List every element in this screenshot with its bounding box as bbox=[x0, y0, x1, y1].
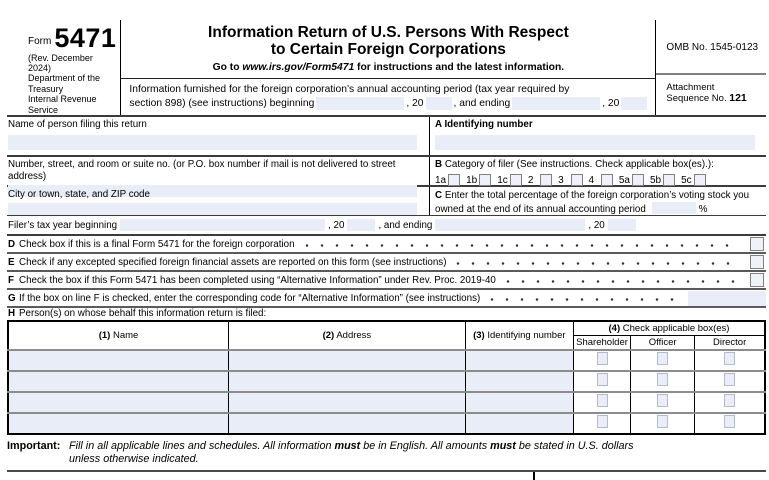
form-title-line2: to Certain Foreign Corporations bbox=[270, 41, 506, 58]
category-1a-label: 1a bbox=[435, 174, 447, 186]
category-of-filer-label: B Category of filer (See instructions. Check applicable box(es).): bbox=[435, 159, 714, 170]
director-checkbox-cell bbox=[695, 413, 765, 434]
address-and-category-row bbox=[7, 155, 766, 185]
director-checkbox[interactable] bbox=[724, 373, 735, 386]
period-ending-year-field[interactable] bbox=[621, 97, 647, 110]
tax-year-beginning-year-field[interactable] bbox=[347, 219, 375, 231]
officer-checkbox-cell bbox=[631, 350, 695, 371]
voting-stock-percentage-input[interactable] bbox=[652, 202, 696, 214]
category-checkbox-row bbox=[435, 174, 762, 186]
col-name-header: (1) Name bbox=[98, 330, 139, 341]
line-h-row bbox=[7, 306, 766, 319]
final-form-5471-checkbox[interactable] bbox=[750, 237, 764, 251]
name-input-cell[interactable] bbox=[8, 371, 229, 392]
tax-year-beginning-label: Filer’s tax year beginning bbox=[8, 220, 118, 231]
col-officer-header: Officer bbox=[631, 336, 695, 351]
signature-section-divider bbox=[533, 472, 535, 480]
street-address-label: Number, street, and room or suite no. (or P.O. box number if mail is not delivered to street address) bbox=[8, 159, 396, 182]
officer-checkbox-cell bbox=[631, 413, 695, 434]
shareholder-checkbox[interactable] bbox=[597, 373, 608, 386]
irs-url: www.irs.gov/Form5471 bbox=[242, 62, 355, 73]
line-e-letter: E bbox=[8, 256, 15, 268]
form-title bbox=[121, 20, 655, 58]
important-note bbox=[7, 440, 766, 466]
table-row bbox=[8, 392, 765, 413]
goto-prefix: Go to bbox=[212, 62, 243, 73]
important-text: Fill in all applicable lines and schedules. All information must be in English. All amounts must be stated in U.S. dollars unless otherwise indicated. bbox=[69, 440, 634, 465]
line-h-letter: H bbox=[8, 308, 16, 319]
director-checkbox-cell bbox=[695, 350, 765, 371]
percent-sign: % bbox=[698, 204, 708, 215]
comma-20-label: , 20 bbox=[588, 220, 605, 231]
name-input-cell[interactable] bbox=[8, 413, 229, 434]
dot-leader bbox=[305, 243, 740, 248]
line-d-row bbox=[7, 234, 766, 252]
line-f-text: Check the box if this Form 5471 has been completed using “Alternative Information” under Rev. Proc. 2019-40 bbox=[19, 274, 496, 286]
line-h-text: Person(s) on whose behalf this information return is filed: bbox=[19, 308, 267, 319]
category-1b-label: 1b bbox=[466, 174, 478, 186]
period-ending-date-field[interactable] bbox=[512, 97, 600, 110]
accounting-period-statement bbox=[121, 79, 655, 112]
director-checkbox[interactable] bbox=[724, 394, 735, 407]
tax-year-ending-label: , and ending bbox=[378, 220, 433, 231]
signature-section-top-border bbox=[7, 470, 766, 478]
tax-year-ending-year-field[interactable] bbox=[608, 219, 636, 231]
line-g-letter: G bbox=[8, 292, 16, 304]
director-checkbox[interactable] bbox=[724, 352, 735, 365]
period-beginning-year-field[interactable] bbox=[426, 97, 452, 110]
identifying-number-label: A Identifying number bbox=[435, 119, 533, 130]
shareholder-checkbox[interactable] bbox=[597, 394, 608, 407]
director-checkbox-cell bbox=[695, 392, 765, 413]
attachment-sequence bbox=[656, 75, 766, 104]
category-3-checkbox[interactable] bbox=[571, 174, 583, 186]
omb-number: OMB No. 1545-0123 bbox=[666, 42, 759, 53]
col-address-header: (2) Address bbox=[229, 321, 466, 350]
category-4-checkbox[interactable] bbox=[601, 174, 613, 186]
agency-block bbox=[28, 73, 116, 117]
agency-line1: Department of the Treasury bbox=[28, 73, 101, 94]
category-5a-label: 5a bbox=[618, 174, 630, 186]
officer-checkbox[interactable] bbox=[657, 373, 668, 386]
filer-name-cell bbox=[7, 117, 429, 155]
identifying-number-input-cell[interactable] bbox=[465, 371, 573, 392]
city-label: City or town, state, and ZIP code bbox=[8, 189, 150, 200]
attachment-line2: Sequence No. 121 bbox=[666, 92, 747, 104]
shareholder-checkbox-cell bbox=[573, 371, 630, 392]
filer-name-label: Name of person filing this return bbox=[8, 119, 147, 130]
furnished-line2-text: section 898) (see instructions) beginning bbox=[129, 97, 315, 109]
identifying-number-input-cell[interactable] bbox=[465, 350, 573, 371]
address-input-cell[interactable] bbox=[229, 413, 466, 434]
furnished-line2 bbox=[129, 97, 649, 111]
line-d-letter: D bbox=[8, 238, 16, 250]
col-identifying-number-header: (3) Identifying number bbox=[465, 321, 573, 350]
col-director-header: Director bbox=[695, 336, 765, 351]
col-shareholder-header: Shareholder bbox=[573, 336, 630, 351]
address-input-cell[interactable] bbox=[229, 371, 466, 392]
shareholder-checkbox-cell bbox=[573, 413, 630, 434]
category-2-checkbox[interactable] bbox=[540, 174, 552, 186]
director-checkbox[interactable] bbox=[724, 415, 735, 428]
filer-tax-year-row bbox=[7, 215, 766, 234]
important-label: Important: bbox=[7, 440, 61, 452]
comma-20-label: , 20 bbox=[406, 97, 424, 109]
and-ending-label: , and ending bbox=[453, 97, 511, 109]
category-3-label: 3 bbox=[558, 174, 564, 186]
form-number: 5471 bbox=[54, 23, 117, 53]
category-1c-label: 1c bbox=[497, 174, 508, 186]
name-and-id-row bbox=[7, 115, 766, 155]
omb-block bbox=[656, 20, 766, 115]
form-title-line1: Information Return of U.S. Persons With Respect bbox=[208, 24, 569, 41]
form-word: Form bbox=[28, 36, 52, 47]
category-1c-checkbox[interactable] bbox=[510, 174, 522, 186]
shareholder-checkbox[interactable] bbox=[597, 352, 608, 365]
goto-instructions bbox=[121, 62, 655, 79]
address-input-cell[interactable] bbox=[229, 350, 466, 371]
persons-on-behalf-table bbox=[7, 320, 766, 435]
excepted-assets-checkbox[interactable] bbox=[750, 255, 764, 269]
sequence-number: 121 bbox=[729, 92, 747, 104]
shareholder-checkbox-cell bbox=[573, 392, 630, 413]
name-input-cell[interactable] bbox=[8, 350, 229, 371]
revision-date: (Rev. December 2024) bbox=[28, 53, 93, 73]
attachment-line1: Attachment bbox=[666, 82, 715, 93]
form-number-block bbox=[7, 20, 121, 115]
identifying-number-input[interactable] bbox=[435, 135, 755, 150]
category-5b-label: 5b bbox=[649, 174, 662, 186]
identifying-number-input-cell[interactable] bbox=[465, 392, 573, 413]
line-g-row bbox=[7, 288, 766, 306]
line-e-row bbox=[7, 252, 766, 270]
table-row bbox=[8, 413, 765, 434]
line-d-text: Check box if this is a final Form 5471 for the foreign corporation bbox=[19, 238, 295, 250]
form-header bbox=[7, 20, 766, 115]
shareholder-checkbox-cell bbox=[573, 350, 630, 371]
officer-checkbox[interactable] bbox=[657, 394, 668, 407]
officer-checkbox-cell bbox=[631, 392, 695, 413]
identifying-number-cell bbox=[429, 117, 766, 155]
line-f-row bbox=[7, 270, 766, 288]
period-beginning-date-field[interactable] bbox=[316, 97, 404, 110]
dot-leader bbox=[456, 261, 740, 266]
alternative-information-checkbox[interactable] bbox=[750, 273, 764, 287]
category-1a-checkbox[interactable] bbox=[448, 174, 460, 186]
tax-year-beginning-date-field[interactable] bbox=[120, 219, 325, 231]
comma-20-label: , 20 bbox=[328, 220, 345, 231]
agency-line2: Internal Revenue Service bbox=[28, 94, 97, 115]
identifying-number-input-cell[interactable] bbox=[465, 413, 573, 434]
voting-stock-cell bbox=[429, 187, 766, 215]
category-5c-label: 5c bbox=[681, 174, 692, 186]
goto-suffix: for instructions and the latest information. bbox=[354, 62, 565, 73]
city-input[interactable] bbox=[8, 203, 417, 215]
address-input-cell[interactable] bbox=[229, 392, 466, 413]
line-f-letter: F bbox=[8, 274, 14, 286]
street-address-cell bbox=[7, 157, 429, 185]
city-and-percentage-row bbox=[7, 185, 766, 215]
category-2-label: 2 bbox=[527, 174, 534, 186]
table-row bbox=[8, 371, 765, 392]
voting-stock-text: C Enter the total percentage of the foreign corporation’s voting stock you owned at the end of its annual accounting period % bbox=[435, 190, 750, 215]
furnished-line1: Information furnished for the foreign corporation’s annual accounting period (tax year required by bbox=[129, 84, 570, 95]
tax-year-ending-date-field[interactable] bbox=[435, 219, 585, 231]
category-5a-checkbox[interactable] bbox=[632, 174, 644, 186]
category-of-filer-cell bbox=[429, 157, 766, 185]
name-input-cell[interactable] bbox=[8, 392, 229, 413]
line-e-text: Check if any excepted specified foreign financial assets are reported on this form (see instructions) bbox=[19, 256, 447, 268]
line-g-text: If the box on line F is checked, enter the corresponding code for “Alternative Information” (see instructions) bbox=[19, 292, 481, 304]
dot-leader bbox=[506, 279, 740, 284]
table-row bbox=[8, 350, 765, 371]
category-1b-checkbox[interactable] bbox=[479, 174, 491, 186]
officer-checkbox-cell bbox=[631, 371, 695, 392]
important-line2: unless otherwise indicated. bbox=[69, 453, 199, 465]
title-block bbox=[121, 20, 656, 115]
filer-name-input[interactable] bbox=[8, 135, 417, 150]
category-5c-checkbox[interactable] bbox=[694, 174, 706, 186]
dot-leader bbox=[490, 297, 678, 302]
city-cell bbox=[7, 187, 429, 215]
director-checkbox-cell bbox=[695, 371, 765, 392]
category-4-label: 4 bbox=[588, 174, 595, 186]
officer-checkbox[interactable] bbox=[657, 415, 668, 428]
alternative-information-code-input[interactable] bbox=[688, 291, 766, 306]
officer-checkbox[interactable] bbox=[657, 352, 668, 365]
category-5b-checkbox[interactable] bbox=[663, 174, 675, 186]
col-check-boxes-header: (4) Check applicable box(es) bbox=[573, 321, 765, 336]
comma-20-label: , 20 bbox=[602, 97, 620, 109]
shareholder-checkbox[interactable] bbox=[597, 415, 608, 428]
